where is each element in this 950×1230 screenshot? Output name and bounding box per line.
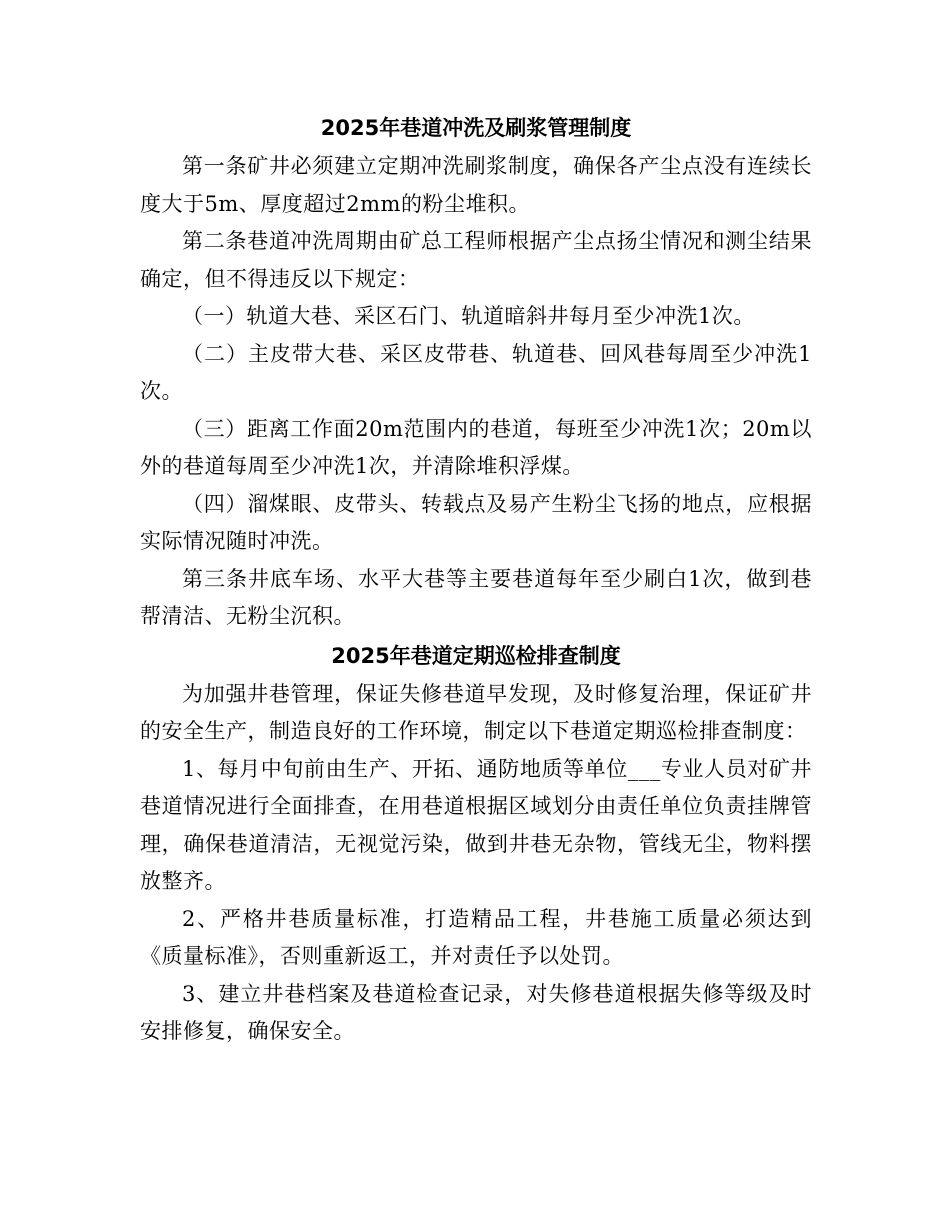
section-1-paragraph-1: 第一条矿井必须建立定期冲洗刷浆制度，确保各产尘点没有连续长度大于5m、厚度超过2mm的粉尘堆积。 xyxy=(140,154,812,216)
section-2-title: 2025年巷道定期巡检排查制度 xyxy=(331,643,621,668)
section-2-paragraph-1: 为加强井巷管理，保证失修巷道早发现，及时修复治理，保证矿井的安全生产，制造良好的工作环境，制定以下巷道定期巡检排查制度： xyxy=(140,681,812,743)
section-1-paragraph-2: 第二条巷道冲洗周期由矿总工程师根据产尘点扬尘情况和测尘结果确定，但不得违反以下规定： xyxy=(140,229,812,291)
section-2-paragraph-2: 1、每月中旬前由生产、开拓、通防地质等单位___专业人员对矿井巷道情况进行全面排查，在用巷道根据区域划分由责任单位负责挂牌管理，确保巷道清洁，无视觉污染，做到井巷无杂物，管线无尘，物料摆放整齐。 xyxy=(140,756,812,893)
section-1-paragraph-3: （一）轨道大巷、采区石门、轨道暗斜井每月至少冲洗1次。 xyxy=(182,304,755,328)
section-1-paragraph-7: 第三条井底车场、水平大巷等主要巷道每年至少刷白1次，做到巷帮清洁、无粉尘沉积。 xyxy=(140,566,812,628)
section-2-paragraph-4: 3、建立井巷档案及巷道检查记录，对失修巷道根据失修等级及时安排修复，确保安全。 xyxy=(140,981,812,1043)
section-2-paragraph-3: 2、严格井巷质量标准，打造精品工程，井巷施工质量必须达到《质量标准》，否则重新返工，并对责任予以处罚。 xyxy=(140,906,812,968)
section-1-paragraph-4: （二）主皮带大巷、采区皮带巷、轨道巷、回风巷每周至少冲洗1次。 xyxy=(140,341,812,403)
document-page xyxy=(140,108,812,1051)
section-1-title: 2025年巷道冲洗及刷浆管理制度 xyxy=(320,116,632,140)
section-1-paragraph-6: （四）溜煤眼、皮带头、转载点及易产生粉尘飞扬的地点，应根据实际情况随时冲洗。 xyxy=(140,491,812,553)
section-1-paragraph-5: （三）距离工作面20m范围内的巷道，每班至少冲洗1次；20m以外的巷道每周至少冲洗1次，并清除堆积浮煤。 xyxy=(140,416,812,478)
